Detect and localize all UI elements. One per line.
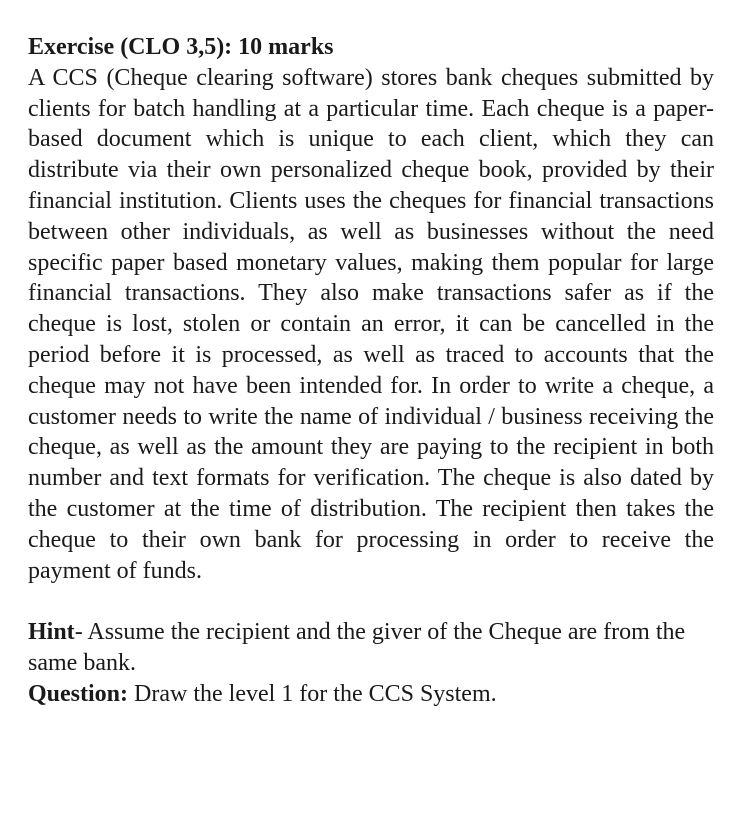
hint-paragraph [28,617,714,679]
question-paragraph [28,679,714,710]
question-label: Question: [28,680,129,707]
question-text: Draw the level 1 for the CCS System. [128,680,497,707]
exercise-title: Exercise (CLO 3,5): 10 marks [28,34,334,60]
document-page [28,32,714,710]
paragraph-spacer [28,586,714,617]
exercise-body: A CCS (Cheque clearing software) stores bank cheques submitted by clients for batch handling at a particular time. Each cheque is a paper-based document which is unique to each client, which they can distribute via their own personalized cheque book, provided by their financial institution. Clients uses the cheques for financial transactions between other individuals, as well as businesses without the need specific paper based monetary values, making them popular for large financial transactions. They also make transactions safer as if the cheque is lost, stolen or contain an error, it can be cancelled in the period before it is processed, as well as traced to accounts that the cheque may not have been intended for. In order to write a cheque, a customer needs to write the name of individual / business receiving the cheque, as well as the amount they are paying to the recipient in both number and text formats for verification. The cheque is also dated by the customer at the time of distribution. The recipient then takes the cheque to their own bank for processing in order to receive the payment of funds. [28,64,714,584]
hint-text: - Assume the recipient and the giver of the Cheque are from the same bank. [28,619,686,676]
hint-label: Hint [28,619,75,646]
